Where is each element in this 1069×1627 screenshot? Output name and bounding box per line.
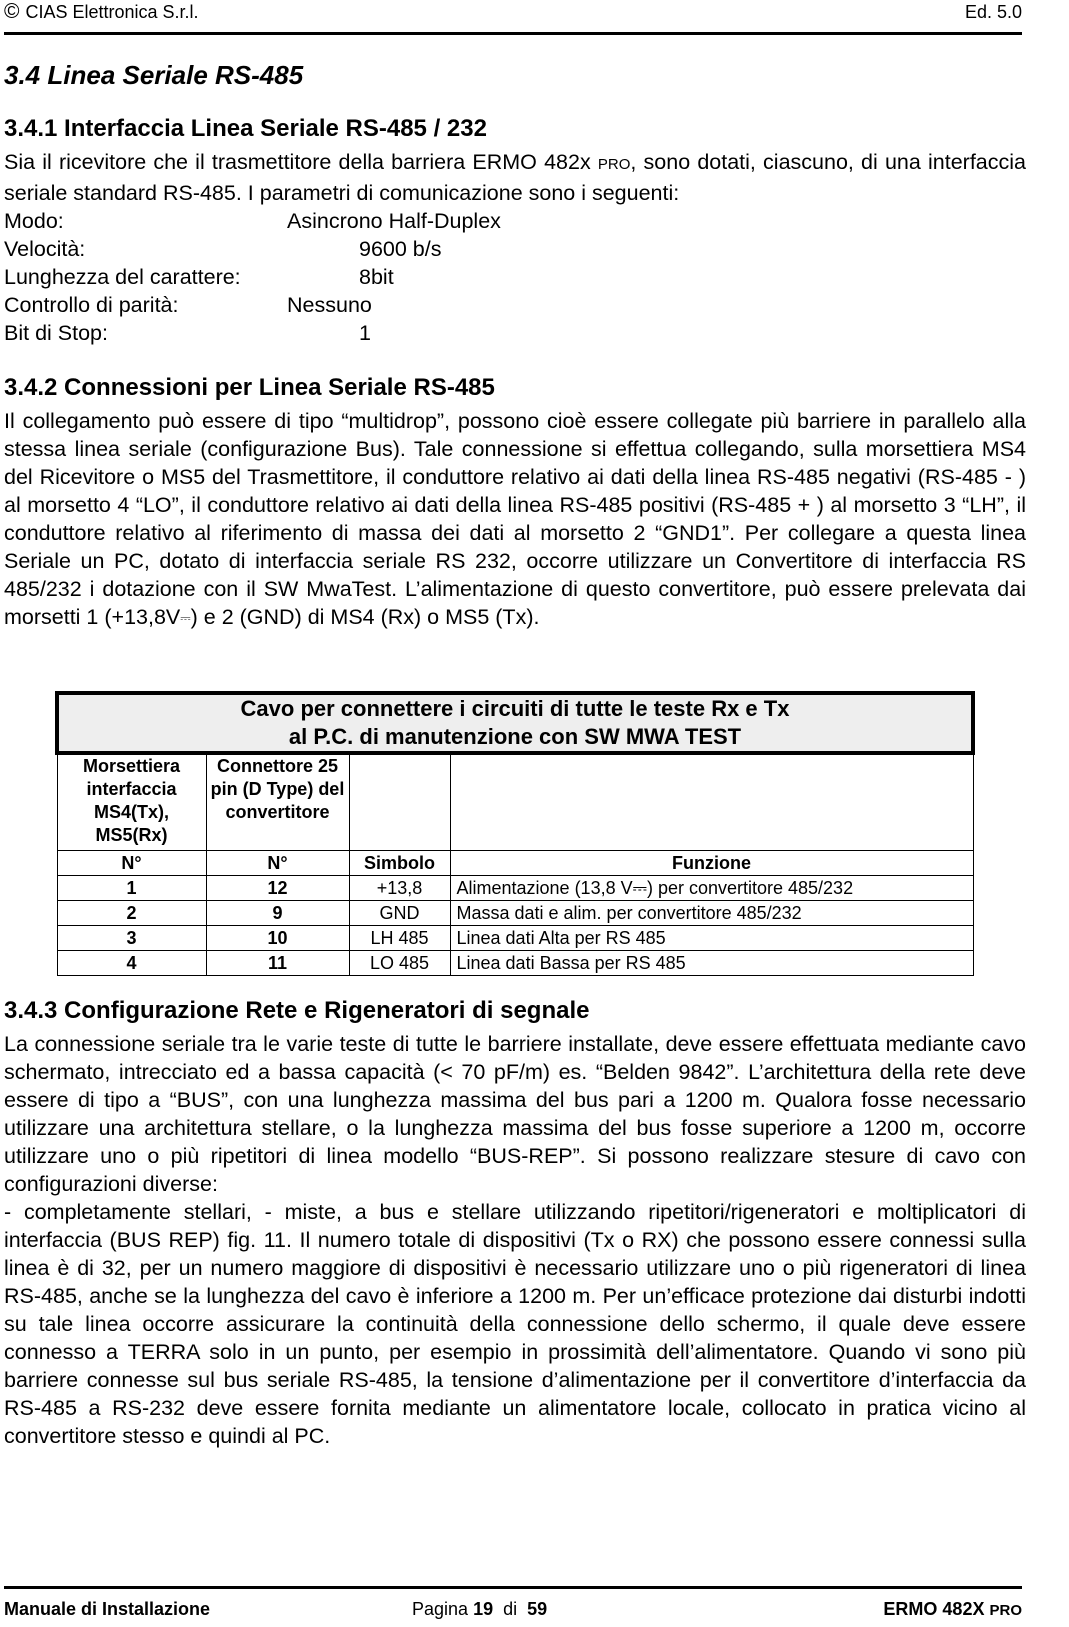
- company-name: CIAS Elettronica S.r.l.: [25, 2, 199, 22]
- table-row: 2 9 GND Massa dati e alim. per convertitore 485/232: [57, 901, 973, 926]
- param-row: Bit di Stop: 1: [4, 321, 371, 345]
- table-caption: Cavo per connettere i circuiti di tutte le teste Rx e Tx al P.C. di manutenzione con SW MWA TEST: [57, 693, 973, 753]
- page-number: Pagina 19 di 59: [412, 1599, 548, 1619]
- pro-label: PRO: [597, 156, 631, 173]
- table-row: 3 10 LH 485 Linea dati Alta per RS 485: [57, 926, 973, 951]
- table-header-row: [57, 753, 973, 851]
- page-header: [4, 2, 1022, 35]
- header-left: [4, 2, 199, 22]
- dc-symbol-icon: ⎓: [180, 610, 191, 625]
- param-row: Velocità: 9600 b/s: [4, 237, 442, 261]
- paragraph-343-cont: - completamente stellari, - miste, a bus e stellare utilizzando ripetitori/rigeneratori e moltiplicatori di interfaccia (BUS REP) fig. 11. Il numero totale di dispositivi (Tx o RX) che possono essere connessi sulla linea è di 32, per un numero maggiore di dispositivi è necessario utilizzare uno o più rigeneratori di linea RS-485, anche se la lunghezza del cavo è inferiore a 1200 m. Per un’efficace protezione dai disturbi indotti su tale linea occorre assicurare la continuità della connessione dello schermo, il quale deve essere connesso a TERRA solo in un punto, per esempio in prossimità dell’alimentatore. Quando vi sono più barriere connesse sul bus seriale RS-485, la tensione d’alimentazione per il convertitore d’interfaccia da RS-485 a RS-232 deve essere fornita mediante un alimentatore locale, collocato in pratica vicino al convertitore stesso e quindi al PC.: [4, 1200, 1026, 1448]
- edition: Ed. 5.0: [964, 2, 1022, 22]
- subsection-title-341: 3.4.1 Interfaccia Linea Seriale RS-485 / 232: [4, 115, 487, 142]
- table-row: 1 12 +13,8 Alimentazione (13,8 V⎓) per convertitore 485/232: [57, 876, 973, 901]
- subsection-title-342: 3.4.2 Connessioni per Linea Seriale RS-485: [4, 374, 495, 401]
- page-footer: [4, 1586, 1022, 1627]
- copyright-icon: ©: [4, 0, 20, 23]
- paragraph-343: La connessione seriale tra le varie teste di tutte le barriere installate, deve essere effettuata mediante cavo schermato, intrecciato ed a bassa capacità (< 70 pF/m) es. “Belden 9842”. L’architettura della rete deve essere di tipo a “BUS”, con una lunghezza massima del bus pari a 1200 m. Qualora fosse necessario utilizzare una architettura stellare, o la lunghezza massima del bus fosse superiore a 1200 m, occorre utilizzare uno o più ripetitori di linea modello “BUS-REP”. Si possono realizzare stesure di cavo con configurazioni diverse:: [4, 1032, 1026, 1196]
- section-title: 3.4 Linea Seriale RS-485: [4, 60, 304, 90]
- paragraph-341-intro: Sia il ricevitore che il trasmettitore della barriera ERMO 482x PRO, sono dotati, ciascuno, di una interfaccia seriale standard RS-485. I parametri di comunicazione sono i seguenti:: [4, 150, 1026, 205]
- col-header-connector: Connettore 25 pin (D Type) del convertitore: [206, 753, 349, 851]
- param-row: Modo: Asincrono Half-Duplex: [4, 209, 501, 233]
- table-label-row: N° N° Simbolo Funzione: [57, 851, 973, 876]
- page-content: [4, 52, 1026, 632]
- paragraph-342: Il collegamento può essere di tipo “multidrop”, possono cioè essere collegate più barriere in parallelo alla stessa linea seriale (configurazione Bus). Tale connessione si effettua collegando, sulla morsettiera MS4 del Ricevitore o MS5 del Trasmettitore, il conduttore relativo ai dati della linea RS-485 negativi (RS-485 - ) al morsetto 4 “LO”, il conduttore relativo ai dati della linea RS-485 positivi (RS-485 + ) al morsetto 3 “LH”, il conduttore relativo al riferimento di massa dei dati al morsetto 2 “GND1”. Per collegare a questa linea Seriale un PC, dotato di interfaccia seriale RS 232, occorre utilizzare un Convertitore di interfaccia RS 485/232 i dotazione con il SW MwaTest. L’alimentazione di questo convertitore, può essere prelevata dai morsetti 1 (+13,8V⎓) e 2 (GND) di MS4 (Rx) o MS5 (Tx).: [4, 409, 1026, 629]
- table-row: 4 11 LO 485 Linea dati Bassa per RS 485: [57, 951, 973, 976]
- footer-product: ERMO 482X PRO: [883, 1599, 1022, 1619]
- subsection-title-343: 3.4.3 Configurazione Rete e Rigeneratori di segnale: [4, 997, 590, 1024]
- col-header-terminal: Morsettiera interfaccia MS4(Tx), MS5(Rx): [57, 753, 206, 851]
- col-header-empty: [450, 753, 973, 851]
- param-row: Lunghezza del carattere: 8bit: [4, 265, 394, 289]
- footer-manual-title: Manuale di Installazione: [4, 1599, 211, 1619]
- param-row: Controllo di parità: Nessuno: [4, 293, 372, 317]
- page-content-lower: [4, 996, 1026, 1450]
- cable-table: [55, 691, 975, 976]
- col-header-empty: [349, 753, 450, 851]
- parameters-list: [4, 207, 1026, 347]
